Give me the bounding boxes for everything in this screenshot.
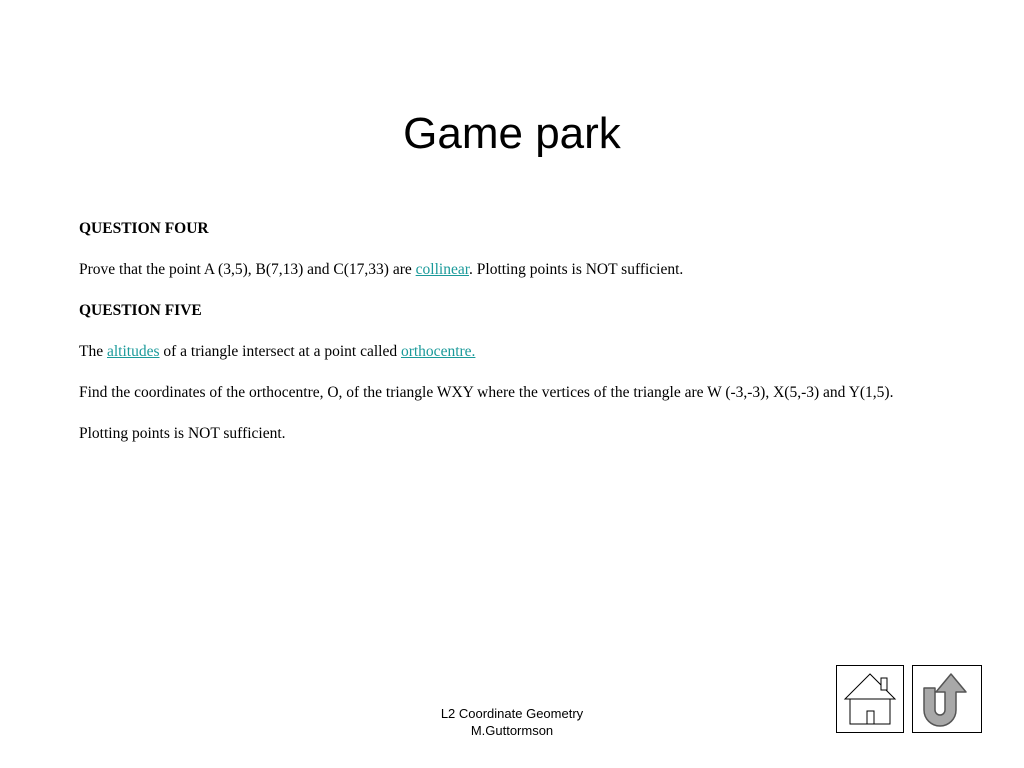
slide-title: Game park [403, 109, 621, 158]
q5-line1-before: The [79, 343, 107, 360]
question-five-line3: Plotting points is NOT sufficient. [79, 425, 286, 442]
slide-footer [412, 705, 612, 739]
return-arrow-icon [913, 666, 981, 732]
question-four-heading: QUESTION FOUR [79, 220, 209, 237]
collinear-link[interactable]: collinear [415, 261, 470, 278]
home-icon [837, 666, 903, 732]
orthocentre-link[interactable]: orthocentre. [400, 343, 476, 360]
question-five-line1 [79, 342, 1019, 383]
question-five-line2: Find the coordinates of the orthocentre, O, of the triangle WXY where the vertices of the triangle are W (-3,-3), X(5,-3) and Y(1,5). [79, 384, 894, 401]
slide-content [79, 219, 1019, 465]
altitudes-link[interactable]: altitudes [106, 343, 160, 360]
footer-author: M.Guttormson [470, 723, 554, 738]
question-five-heading: QUESTION FIVE [79, 302, 202, 319]
footer-course: L2 Coordinate Geometry [440, 706, 584, 721]
question-four-text [79, 260, 1019, 301]
home-button[interactable] [836, 665, 904, 733]
return-button[interactable] [912, 665, 982, 733]
q4-text-after: . Plotting points is NOT sufficient. [469, 261, 684, 278]
q5-line1-middle: of a triangle intersect at a point called [159, 343, 401, 360]
q4-text-before: Prove that the point A (3,5), B(7,13) and C(17,33) are [79, 261, 416, 278]
